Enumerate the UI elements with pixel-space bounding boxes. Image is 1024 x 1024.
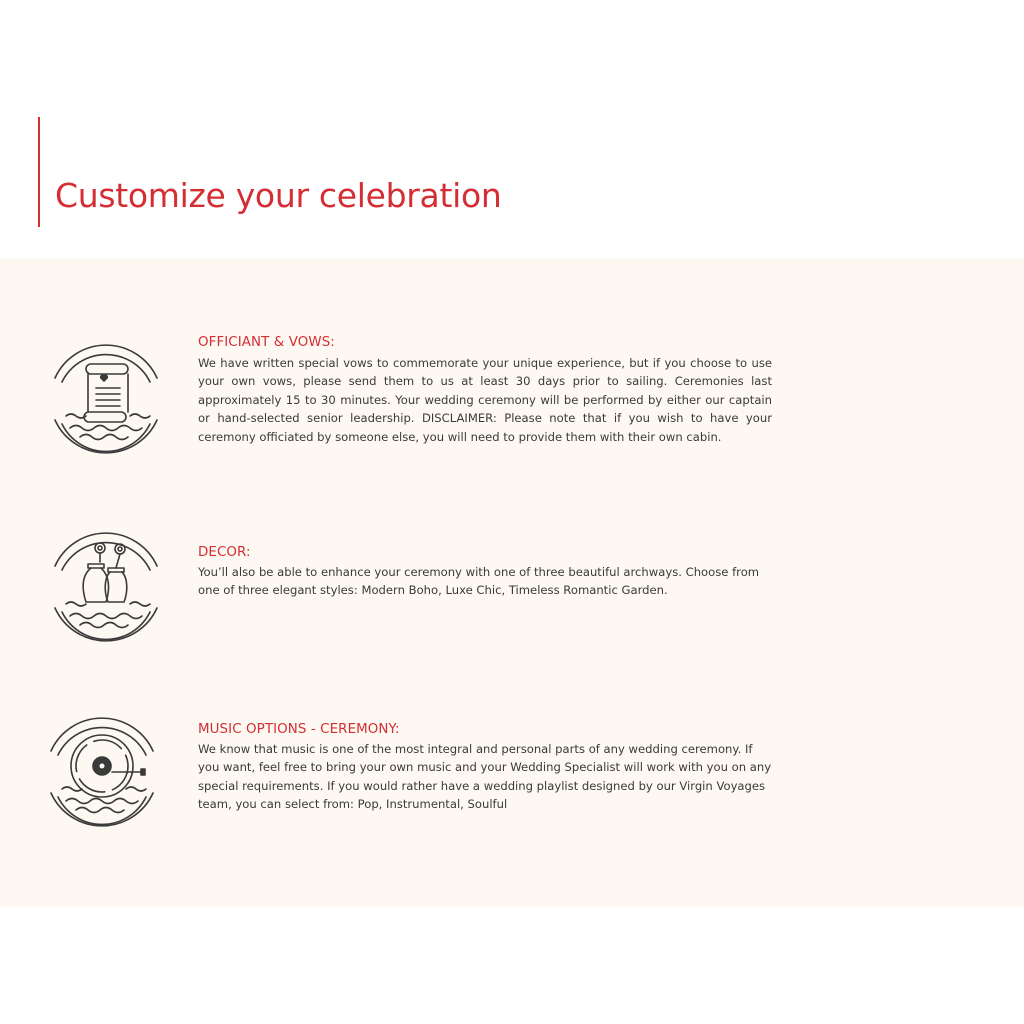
header-accent-rule — [38, 117, 40, 227]
page-title: Customize your celebration — [55, 176, 502, 215]
section-title: DECOR: — [198, 545, 251, 560]
scroll-vows-icon — [46, 338, 166, 458]
section-body: We have written special vows to commemorate your unique experience, but if you choose to use your own vows, please send them to us at least 30 days prior to sailing. Ceremonies last approximately 15 to 30 minutes. Your wedding ceremony will be performed by either our captain or hand-selected senior leadership. DISCLAIMER: Please note that if you wish to have your ceremony officiated by someone else, you will need to provide them with their own cabin. — [198, 356, 772, 444]
section-title: OFFICIANT & VOWS: — [198, 335, 335, 350]
section-body: We know that music is one of the most integral and personal parts of any wedding ceremony. If you want, feel free to bring your own music and your Wedding Specialist will work with you on any special requirements. If you would rather have a wedding playlist designed by our Virgin Voyages team, you can select from: Pop, Instrumental, Soulful — [198, 742, 772, 812]
section-body: You’ll also be able to enhance your ceremony with one of three beautiful archways. Choose from one of three elegant styles: Modern Boho, Luxe Chic, Timeless Romantic Garden. — [198, 565, 760, 598]
flower-vases-icon — [46, 526, 166, 646]
section-title: MUSIC OPTIONS - CEREMONY: — [198, 722, 400, 737]
record-player-icon — [42, 711, 162, 831]
content-panel — [0, 258, 1024, 907]
